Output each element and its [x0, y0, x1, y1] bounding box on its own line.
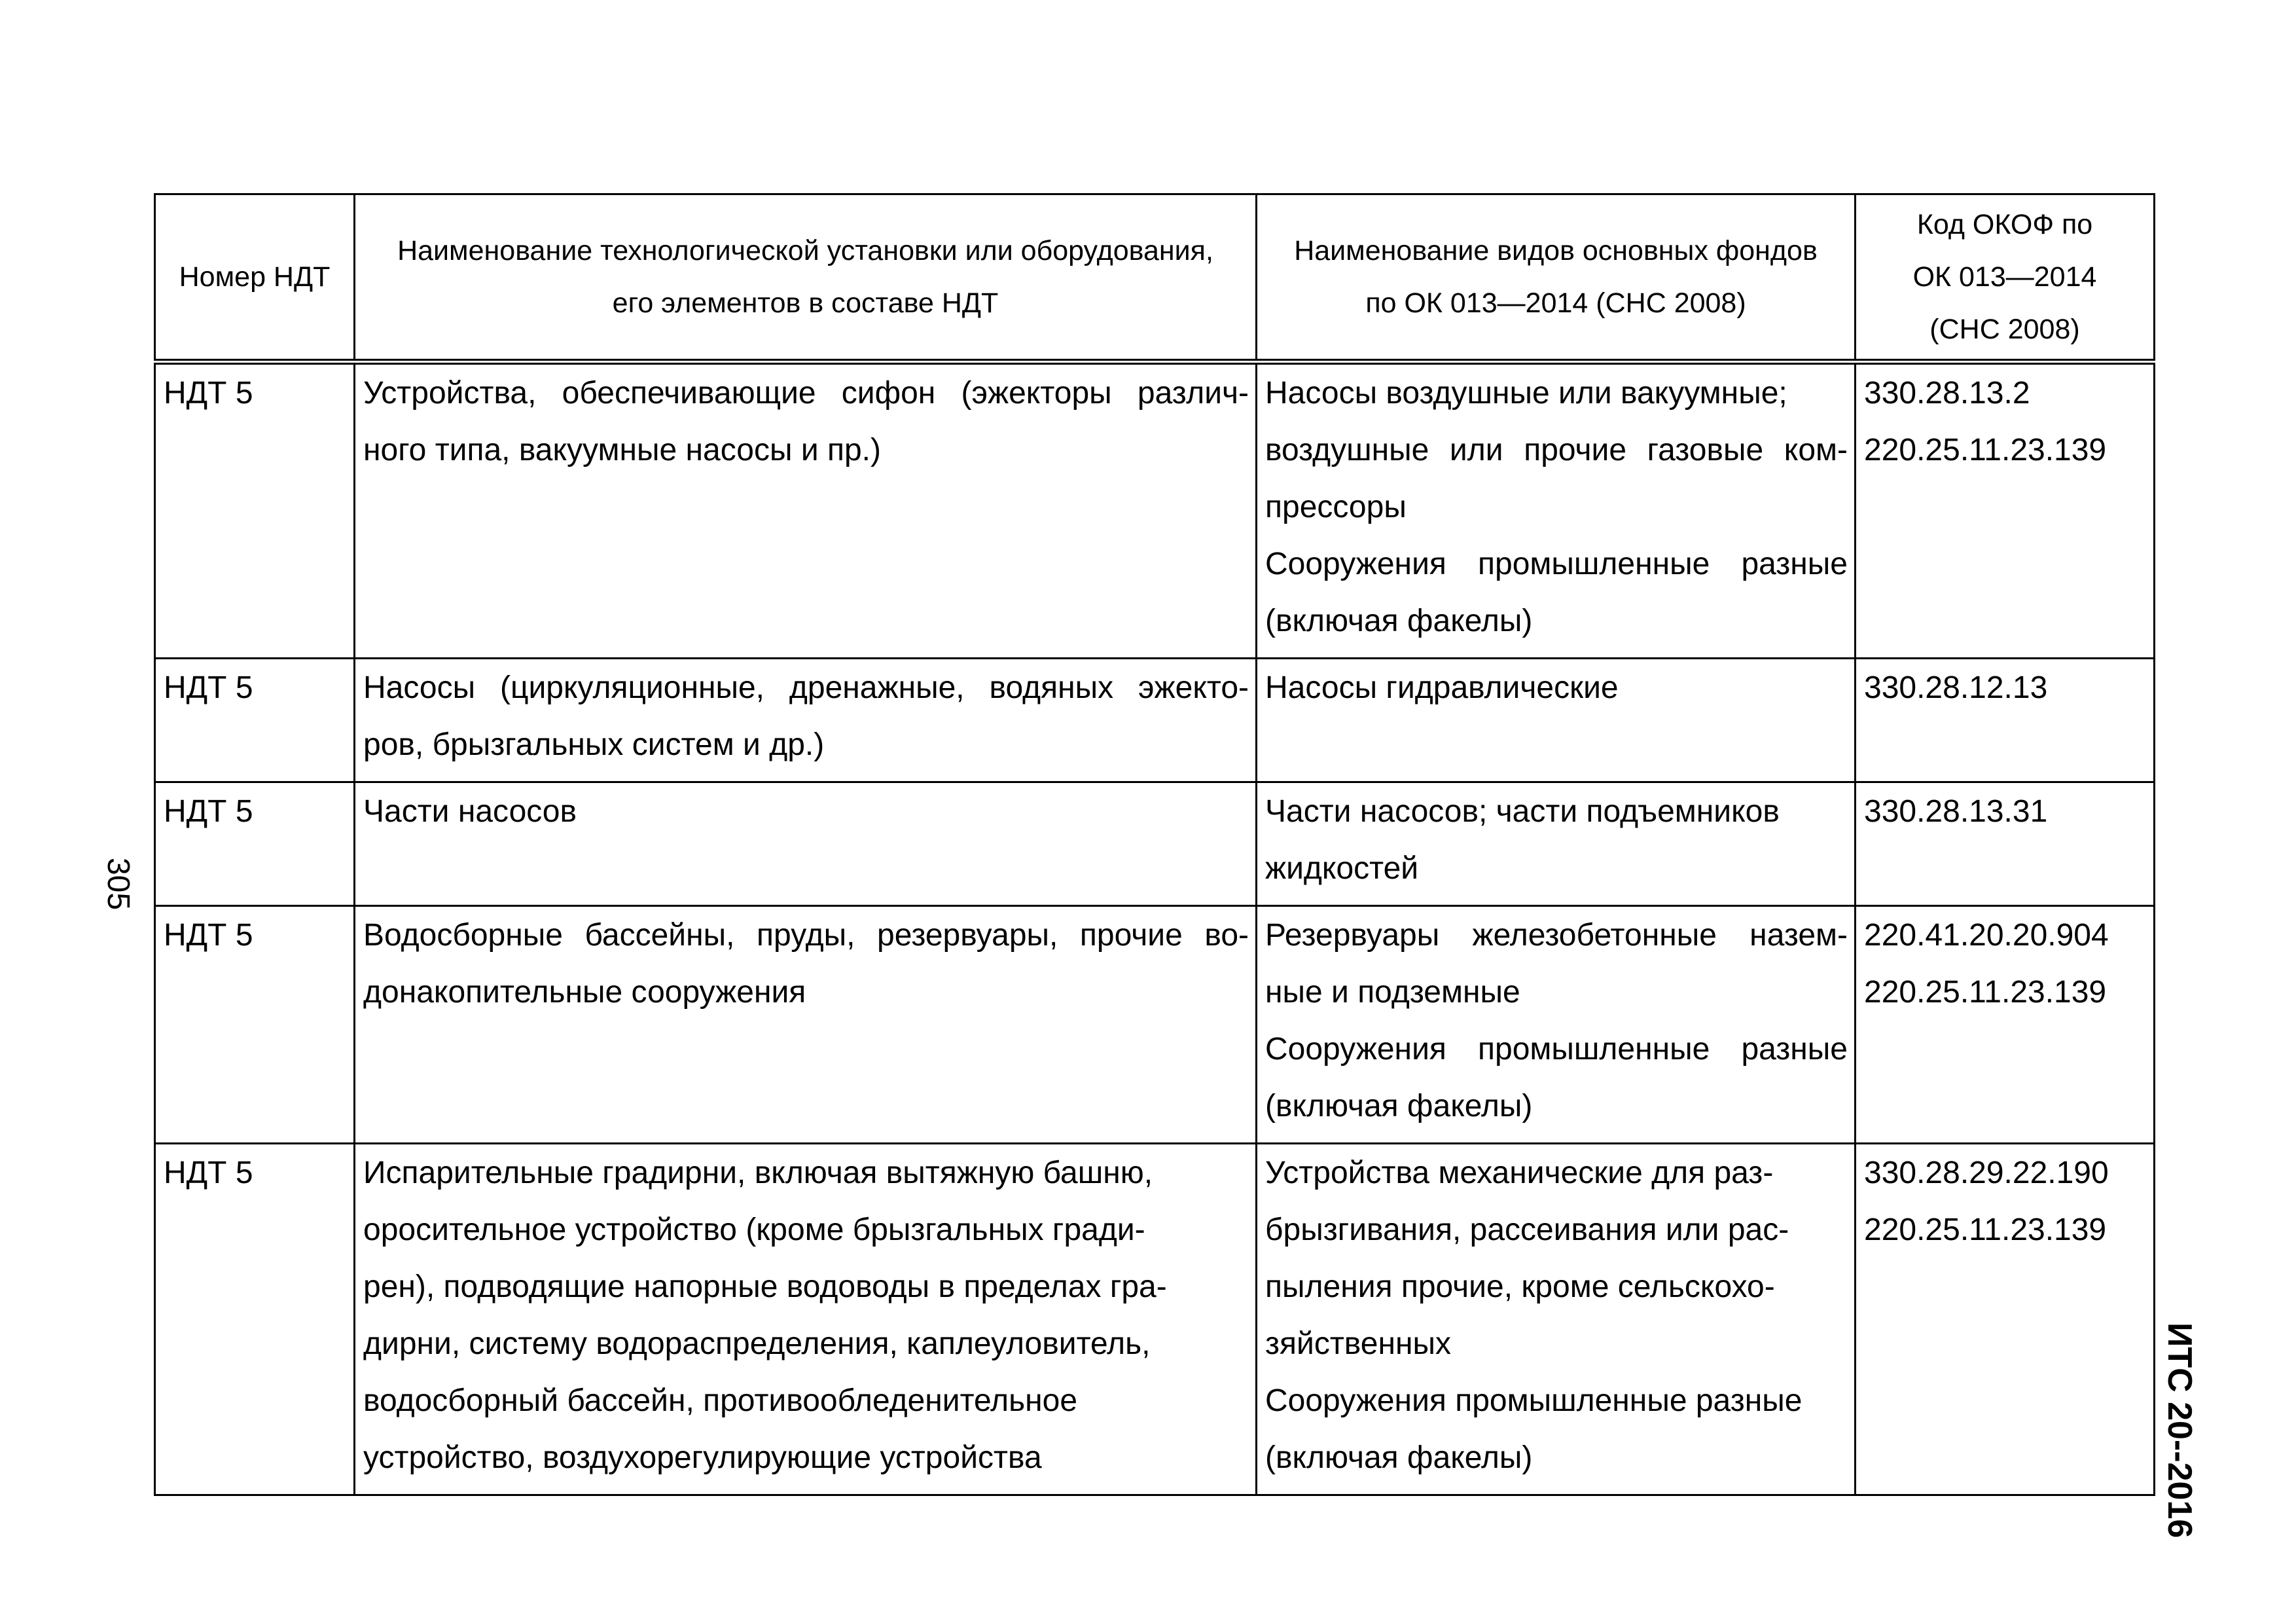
- cell-funds: Насосы воздушные или вакуумные; воздушные или прочие газовые ком- прессоры Сооружения промышленные разные (включая факелы): [1257, 362, 1856, 659]
- table-row: [155, 659, 2155, 782]
- cell-equipment: Водосборные бассейны, пруды, резервуары, прочие во- донакопительные сооружения: [355, 906, 1257, 1144]
- cell-funds: Резервуары железобетонные назем- ные и подземные Сооружения промышленные разные (включая факелы): [1257, 906, 1856, 1144]
- cell-equipment: Части насосов: [355, 782, 1257, 906]
- header-okof-code: Код ОКОФ по ОК 013—2014 (СНС 2008): [1856, 194, 2155, 362]
- cell-codes: 330.28.13.2 220.25.11.23.139: [1856, 362, 2155, 659]
- header-equipment-name: Наименование технологической установки или оборудования, его элементов в составе НДТ: [355, 194, 1257, 362]
- cell-ndt: НДТ 5: [155, 659, 355, 782]
- cell-codes: 330.28.13.31: [1856, 782, 2155, 906]
- header-fund-types: Наименование видов основных фондов по ОК 013—2014 (СНС 2008): [1257, 194, 1856, 362]
- okof-table: [154, 193, 2155, 1496]
- cell-funds: Насосы гидравлические: [1257, 659, 1856, 782]
- cell-equipment: Насосы (циркуляционные, дренажные, водяных эжекто- ров, брызгальных систем и др.): [355, 659, 1257, 782]
- cell-ndt: НДТ 5: [155, 362, 355, 659]
- header-ndt-number: Номер НДТ: [155, 194, 355, 362]
- cell-ndt: НДТ 5: [155, 782, 355, 906]
- cell-ndt: НДТ 5: [155, 1144, 355, 1495]
- page-number: 305: [101, 857, 135, 911]
- cell-funds: Части насосов; части подъемников жидкостей: [1257, 782, 1856, 906]
- cell-equipment: Устройства, обеспечивающие сифон (эжекторы различ- ного типа, вакуумные насосы и пр.): [355, 362, 1257, 659]
- cell-equipment: Испарительные градирни, включая вытяжную башню, оросительное устройство (кроме брызгальных гради- рен), подводящие напорные водоводы в пределах гра- дирни, систему водораспределения, каплеуловитель, водосборный бассейн, противообледенительное устройство, воздухорегулирующие устройства: [355, 1144, 1257, 1495]
- table-row: [155, 362, 2155, 659]
- document-code: ИТС 20--2016: [2161, 1322, 2198, 1539]
- table-header-row: [155, 194, 2155, 362]
- table-row: [155, 906, 2155, 1144]
- cell-codes: 220.41.20.20.904 220.25.11.23.139: [1856, 906, 2155, 1144]
- cell-codes: 330.28.29.22.190 220.25.11.23.139: [1856, 1144, 2155, 1495]
- cell-ndt: НДТ 5: [155, 906, 355, 1144]
- table-row: [155, 782, 2155, 906]
- table-row: [155, 1144, 2155, 1495]
- cell-codes: 330.28.12.13: [1856, 659, 2155, 782]
- cell-funds: Устройства механические для раз- брызгивания, рассеивания или рас- пыления прочие, кроме сельскохо- зяйственных Сооружения промышленные разные (включая факелы): [1257, 1144, 1856, 1495]
